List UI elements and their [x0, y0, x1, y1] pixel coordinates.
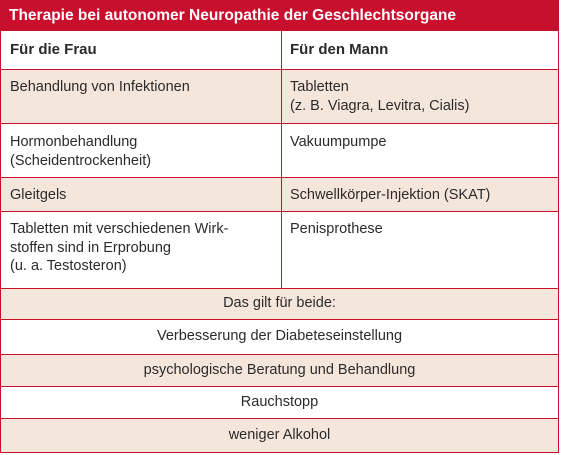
row3-right: Schwellkörper-Injektion (SKAT): [290, 187, 491, 203]
both-item-4: weniger Alkohol: [228, 427, 331, 443]
both-heading: Das gilt für beide:: [223, 295, 336, 311]
column-divider: [281, 31, 282, 288]
both-item-2: psychologische Beratung und Behandlung: [143, 362, 416, 378]
row4-left: Tabletten mit verschiedenen Wirk- stoffen sind in Erprobung (u. a. Testosteron): [10, 221, 229, 274]
header-right: Für den Mann: [290, 41, 389, 58]
row2-right: Vakuumpumpe: [290, 134, 387, 150]
both-item-1: Verbesserung der Diabeteseinstellung: [156, 328, 403, 344]
row4-right: Penisprothese: [290, 221, 383, 237]
row1-right: Tabletten (z. B. Viagra, Levitra, Cialis): [290, 79, 470, 114]
table-title: Therapie bei autonomer Neuropathie der Geschlechtsorgane: [1, 1, 558, 31]
row3-left: Gleitgels: [10, 187, 67, 203]
header-left: Für die Frau: [10, 41, 97, 58]
both-item-3: Rauchstopp: [240, 394, 319, 410]
row2-left: Hormonbehandlung (Scheidentrockenheit): [10, 134, 152, 169]
row1-left: Behandlung von Infektionen: [10, 79, 190, 95]
